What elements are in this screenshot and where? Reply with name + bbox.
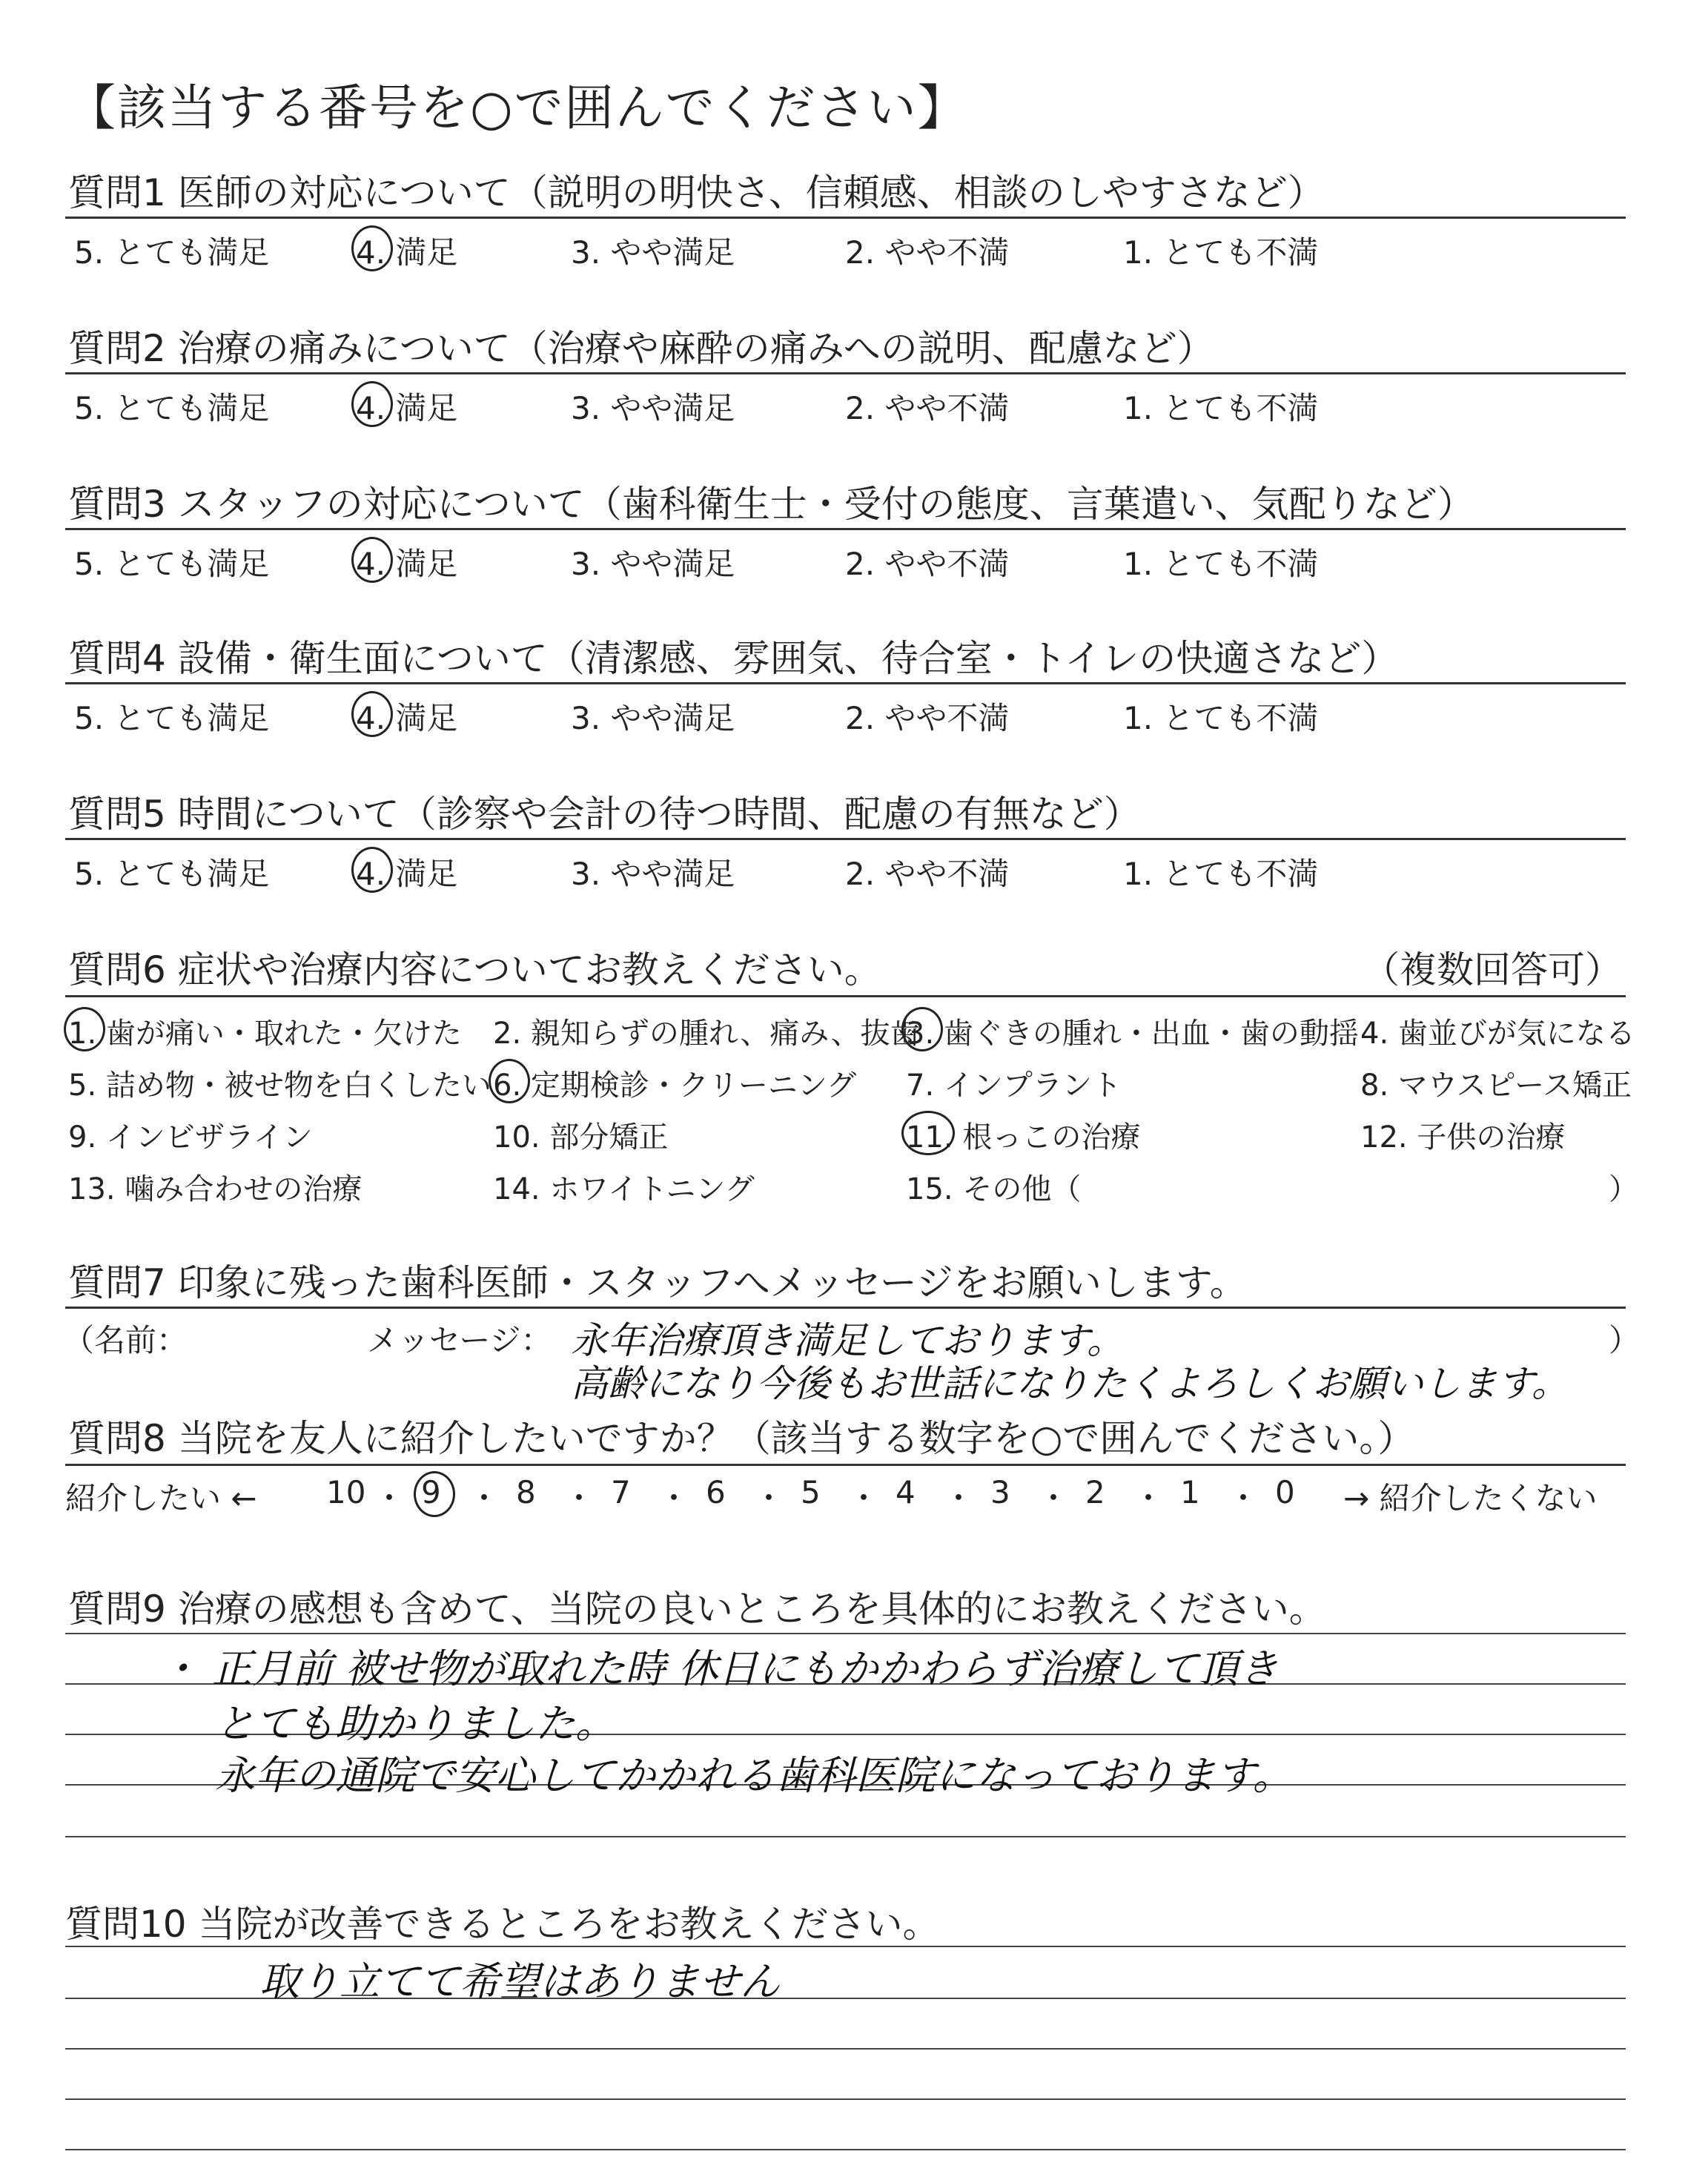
q6-option[interactable]: 15. その他（ <box>906 1172 1082 1206</box>
q6-option[interactable]: 6. 定期検診・クリーニング <box>493 1069 857 1103</box>
rating-question-rule <box>65 682 1626 684</box>
q8-scale-value[interactable]: 6 <box>706 1474 726 1510</box>
q8-scale-value[interactable]: 7 <box>611 1474 631 1510</box>
rating-option[interactable]: 1. とても不満 <box>1123 856 1319 892</box>
rating-question-title: 質問4 設備・衛生面について（清潔感、雰囲気、待合室・トイレの快適さなど） <box>68 637 1399 680</box>
selected-circle-mark <box>901 1007 943 1051</box>
rating-option[interactable]: 1. とても不満 <box>1123 546 1319 582</box>
q8-scale-value[interactable]: 3 <box>990 1474 1010 1510</box>
q10-answer-line-1: 取り立てて希望はありません <box>259 1958 780 2005</box>
q9-rule-1 <box>65 1633 1626 1634</box>
q8-scale-value[interactable]: 5 <box>801 1474 821 1510</box>
rating-option[interactable]: 1. とても不満 <box>1123 234 1319 271</box>
rating-option[interactable]: 4. 満足 <box>356 390 458 426</box>
q8-scale-separator: ・ <box>848 1480 880 1516</box>
rating-option[interactable]: 4. 満足 <box>356 234 458 271</box>
selected-circle-mark <box>351 225 393 271</box>
selected-circle-mark <box>64 1007 105 1051</box>
q8-scale-separator: ・ <box>1038 1480 1070 1516</box>
q7-title: 質問7 印象に残った歯科医師・スタッフへメッセージをお願いします。 <box>68 1261 1247 1304</box>
q7-close-paren: ） <box>1609 1322 1641 1358</box>
rating-option[interactable]: 1. とても不満 <box>1123 700 1319 736</box>
q6-option[interactable]: 12. 子供の治療 <box>1360 1120 1566 1155</box>
q9-answer-line-1: ・ 正月前 被せ物が取れた時 休日にもかかわらず治療して頂き <box>159 1645 1279 1692</box>
q8-rule <box>65 1464 1626 1466</box>
q7-rule <box>65 1307 1626 1309</box>
rating-option[interactable]: 3. やや満足 <box>571 856 735 892</box>
q8-scale-value[interactable]: 9 <box>421 1474 441 1510</box>
selected-circle-mark <box>489 1059 530 1103</box>
q8-scale-separator: ・ <box>374 1480 406 1516</box>
q6-option[interactable]: 5. 詰め物・被せ物を白くしたい <box>68 1069 491 1103</box>
q8-scale-separator: ・ <box>658 1480 690 1516</box>
rating-option[interactable]: 4. 満足 <box>356 856 458 892</box>
selected-circle-mark <box>351 847 393 893</box>
rating-option[interactable]: 5. とても満足 <box>74 234 270 271</box>
q6-option[interactable]: 7. インプラント <box>906 1069 1122 1103</box>
rating-option[interactable]: 5. とても満足 <box>74 700 270 736</box>
rating-option[interactable]: 2. やや不満 <box>845 234 1010 271</box>
rating-option[interactable]: 2. やや不満 <box>845 390 1010 426</box>
q6-option[interactable]: 11. 根っこの治療 <box>906 1120 1141 1155</box>
q8-scale-value[interactable]: 10 <box>326 1474 366 1510</box>
rating-option[interactable]: 3. やや満足 <box>571 234 735 271</box>
q7-message-line-2: 高齢になり今後もお世話になりたくよろしくお願いします。 <box>571 1362 1569 1405</box>
rating-question-rule <box>65 838 1626 840</box>
rating-question-title: 質問3 スタッフの対応について（歯科衛生士・受付の態度、言葉遣い、気配りなど） <box>68 483 1474 526</box>
q6-option[interactable]: 9. インビザライン <box>68 1120 313 1155</box>
q9-rule-5 <box>65 1836 1626 1837</box>
q8-scale-separator: ・ <box>563 1480 595 1516</box>
q8-scale-separator: ・ <box>943 1480 975 1516</box>
rating-option[interactable]: 4. 満足 <box>356 700 458 736</box>
rating-option[interactable]: 2. やや不満 <box>845 856 1010 892</box>
rating-option[interactable]: 5. とても満足 <box>74 390 270 426</box>
rating-question-rule <box>65 528 1626 530</box>
q10-rule-1 <box>65 1946 1626 1947</box>
q8-scale-value[interactable]: 8 <box>516 1474 536 1510</box>
q8-scale-value[interactable]: 0 <box>1275 1474 1295 1510</box>
q8-right-label: → 紹介したくない <box>1343 1480 1598 1516</box>
rating-question-title: 質問5 時間について（診察や会計の待つ時間、配慮の有無など） <box>68 793 1141 836</box>
rating-option[interactable]: 3. やや満足 <box>571 700 735 736</box>
q7-name-label: （名前： <box>63 1322 188 1358</box>
q8-scale-separator: ・ <box>1133 1480 1165 1516</box>
q8-scale-separator: ・ <box>1228 1480 1260 1516</box>
rating-option[interactable]: 2. やや不満 <box>845 546 1010 582</box>
selected-circle-mark <box>901 1111 955 1155</box>
rating-option[interactable]: 5. とても満足 <box>74 546 270 582</box>
q10-rule-3 <box>65 2048 1626 2050</box>
q9-answer-line-2: とても助かりました。 <box>215 1700 615 1747</box>
rating-option[interactable]: 5. とても満足 <box>74 856 270 892</box>
q8-title: 質問8 当院を友人に紹介したいですか？（該当する数字を○で囲んでください。） <box>68 1417 1415 1460</box>
selected-circle-mark <box>351 691 393 737</box>
rating-question-title: 質問1 医師の対応について（説明の明快さ、信頼感、相談のしやすさなど） <box>68 171 1325 214</box>
q6-option[interactable]: 4. 歯並びが気になる <box>1360 1017 1635 1051</box>
rating-question-title: 質問2 治療の痛みについて（治療や麻酔の痛みへの説明、配慮など） <box>68 327 1214 370</box>
q6-option[interactable]: 8. マウスピース矯正 <box>1360 1069 1632 1103</box>
q8-scale-separator: ・ <box>753 1480 785 1516</box>
q6-option[interactable]: 13. 噛み合わせの治療 <box>68 1172 363 1206</box>
rating-option[interactable]: 3. やや満足 <box>571 390 735 426</box>
q9-answer-line-3: 永年の通院で安心してかかれる歯科医院になっております。 <box>215 1752 1293 1799</box>
rating-option[interactable]: 2. やや不満 <box>845 700 1010 736</box>
rating-option[interactable]: 1. とても不満 <box>1123 390 1319 426</box>
q9-title: 質問9 治療の感想も含めて、当院の良いところを具体的にお教えください。 <box>68 1588 1326 1631</box>
q6-option[interactable]: 2. 親知らずの腫れ、痛み、抜歯 <box>493 1017 920 1051</box>
q6-option[interactable]: 1. 歯が痛い・取れた・欠けた <box>68 1017 462 1051</box>
q6-option[interactable]: 3. 歯ぐきの腫れ・出血・歯の動揺 <box>906 1017 1359 1051</box>
rating-question-rule <box>65 372 1626 374</box>
q6-note: （複数回答可） <box>1363 948 1622 991</box>
q10-rule-5 <box>65 2149 1626 2150</box>
page-title: 【該当する番号を○で囲んでください】 <box>67 79 968 136</box>
selected-circle-mark <box>351 381 393 427</box>
q6-rule <box>65 995 1626 997</box>
q8-scale-value[interactable]: 2 <box>1085 1474 1105 1510</box>
q6-option[interactable]: 10. 部分矯正 <box>493 1120 669 1155</box>
q7-message-line-1: 永年治療頂き満足しております。 <box>571 1319 1124 1362</box>
q6-title: 質問6 症状や治療内容についてお教えください。 <box>68 948 881 991</box>
q8-scale-value[interactable]: 1 <box>1180 1474 1200 1510</box>
selected-circle-mark <box>351 537 393 583</box>
rating-question-rule <box>65 217 1626 219</box>
q8-scale-separator: ・ <box>469 1480 500 1516</box>
q7-message-label: メッセージ： <box>367 1322 552 1358</box>
q10-rule-4 <box>65 2098 1626 2100</box>
q8-scale-value[interactable]: 4 <box>896 1474 916 1510</box>
q8-left-label: 紹介したい ← <box>65 1480 257 1516</box>
selected-circle-mark <box>414 1471 455 1517</box>
rating-option[interactable]: 3. やや満足 <box>571 546 735 582</box>
q6-option[interactable]: 14. ホワイトニング <box>493 1172 755 1206</box>
q6-close-paren: ） <box>1609 1172 1638 1206</box>
q10-title: 質問10 当院が改善できるところをお教えください。 <box>65 1903 940 1946</box>
rating-option[interactable]: 4. 満足 <box>356 546 458 582</box>
